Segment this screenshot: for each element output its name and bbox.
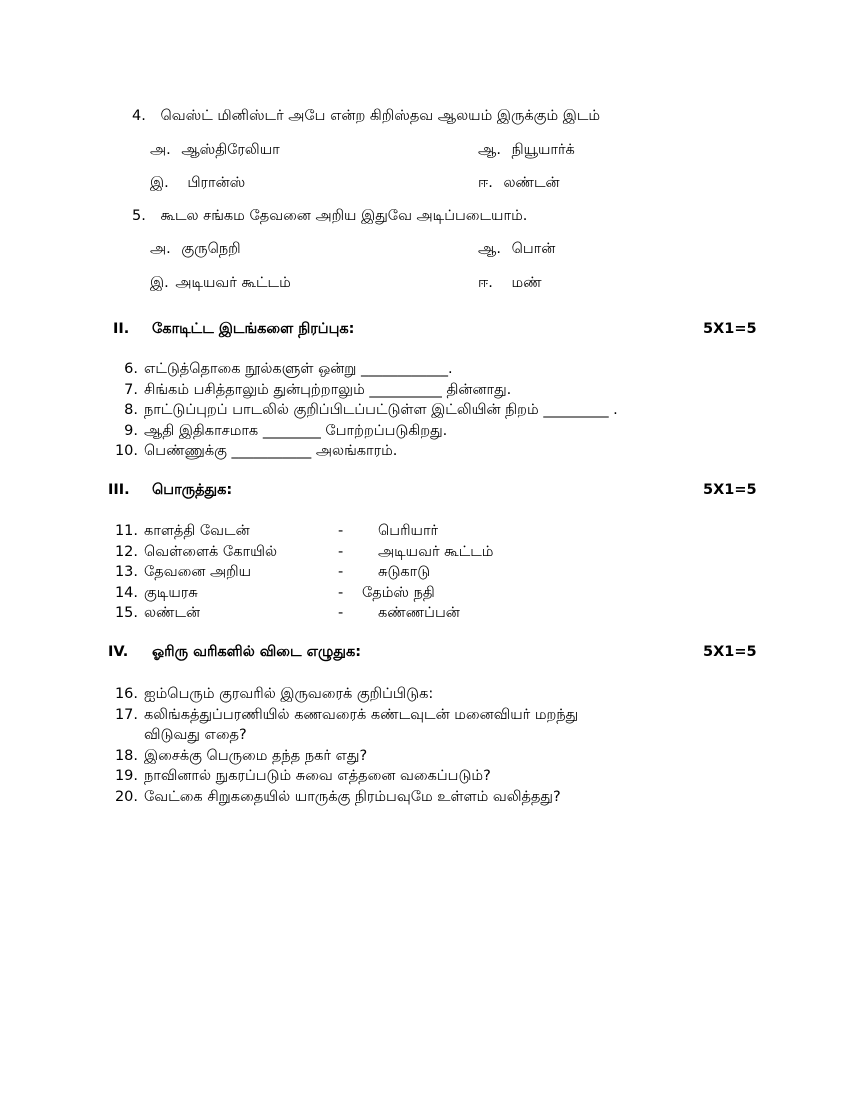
list-item: 7. சிங்கம் பசித்தாலும் துன்புற்றாலும் __________ தின்னாது. — [124, 381, 512, 398]
match-row: 11. காளத்தி வேடன் - பெரியார் — [114, 523, 439, 539]
section-2-roman: II. — [113, 321, 130, 337]
question-4 — [132, 108, 600, 126]
option-ii: ஈ. லண்டன் — [478, 175, 560, 191]
question-text: வெஸ்ட் மினிஸ்டர் அபே என்ற கிறிஸ்தவ ஆலயம் இருக்கும் இடம் — [160, 108, 601, 124]
match-row: 13. தேவனை அறிய - சுடுகாடு — [114, 564, 431, 580]
option-aa: ஆ. நியூயார்க் — [478, 142, 575, 158]
section-3-title: பொருத்துக: — [152, 482, 233, 498]
list-item: 18. இசைக்கு பெருமை தந்த நகர் எது? — [114, 747, 368, 764]
option-ii: ஈ. மண் — [478, 275, 542, 291]
section-4-marks: 5X1=5 — [703, 644, 757, 660]
list-item: 6. எட்டுத்தொகை நூல்களுள் ஒன்று ____________. — [124, 361, 453, 377]
option-a: அ. குருநெறி — [150, 241, 241, 257]
match-row: 15. லண்டன் - கண்ணப்பன் — [114, 605, 460, 621]
list-item: 19. நாவினால் நுகரப்படும் சுவை எத்தனை வகைப்படும்? — [114, 768, 491, 784]
section-3-marks: 5X1=5 — [703, 482, 757, 498]
question-number: 5. — [132, 208, 146, 224]
question-number: 4. — [132, 108, 146, 124]
section-2-title: கோடிட்ட இடங்களை நிரப்புக: — [152, 321, 355, 337]
section-4-roman: IV. — [108, 644, 129, 660]
option-aa: ஆ. பொன் — [478, 241, 556, 257]
option-a: அ. ஆஸ்திரேலியா — [150, 142, 280, 158]
section-3-list — [110, 521, 550, 624]
question-text: கூடல சங்கம தேவனை அறிய இதுவே அடிப்படையாம். — [160, 208, 528, 224]
option-i: இ. பிரான்ஸ் — [150, 175, 246, 191]
match-row: 14. குடியரசு - தேம்ஸ் நதி — [114, 584, 435, 601]
list-item-continuation: விடுவது எதை? — [144, 727, 247, 743]
list-item: 8. நாட்டுப்புறப் பாடலில் குறிப்பிடப்பட்டுள்ள இட்லியின் நிறம் _________ . — [124, 402, 618, 418]
question-5 — [132, 208, 527, 226]
section-3-roman: III. — [108, 482, 130, 498]
section-4-list — [110, 684, 578, 807]
list-item: 16. ஐம்பெரும் குரவரில் இருவரைக் குறிப்பிடுக: — [114, 686, 434, 702]
option-i: இ. அடியவர் கூட்டம் — [150, 275, 291, 291]
match-row: 12. வெள்ளைக் கோயில் - அடியவர் கூட்டம் — [114, 543, 494, 560]
list-item: 9. ஆதி இதிகாசமாக ________ போற்றப்படுகிறது. — [124, 422, 448, 439]
list-item: 10. பெண்ணுக்கு ___________ அலங்காரம். — [114, 443, 398, 459]
list-item: 17. கலிங்கத்துப்பரணியில் கணவரைக் கண்டவுடன் மனைவியர் மறந்து — [114, 706, 579, 723]
section-2-list — [110, 359, 618, 462]
list-item: 20. வேட்கை சிறுகதையில் யாருக்கு நிரம்பவுமே உள்ளம் வலித்தது? — [114, 788, 561, 805]
section-2-marks: 5X1=5 — [703, 321, 757, 337]
section-4-title: ஓரிரு வரிகளில் விடை எழுதுக: — [152, 644, 362, 660]
